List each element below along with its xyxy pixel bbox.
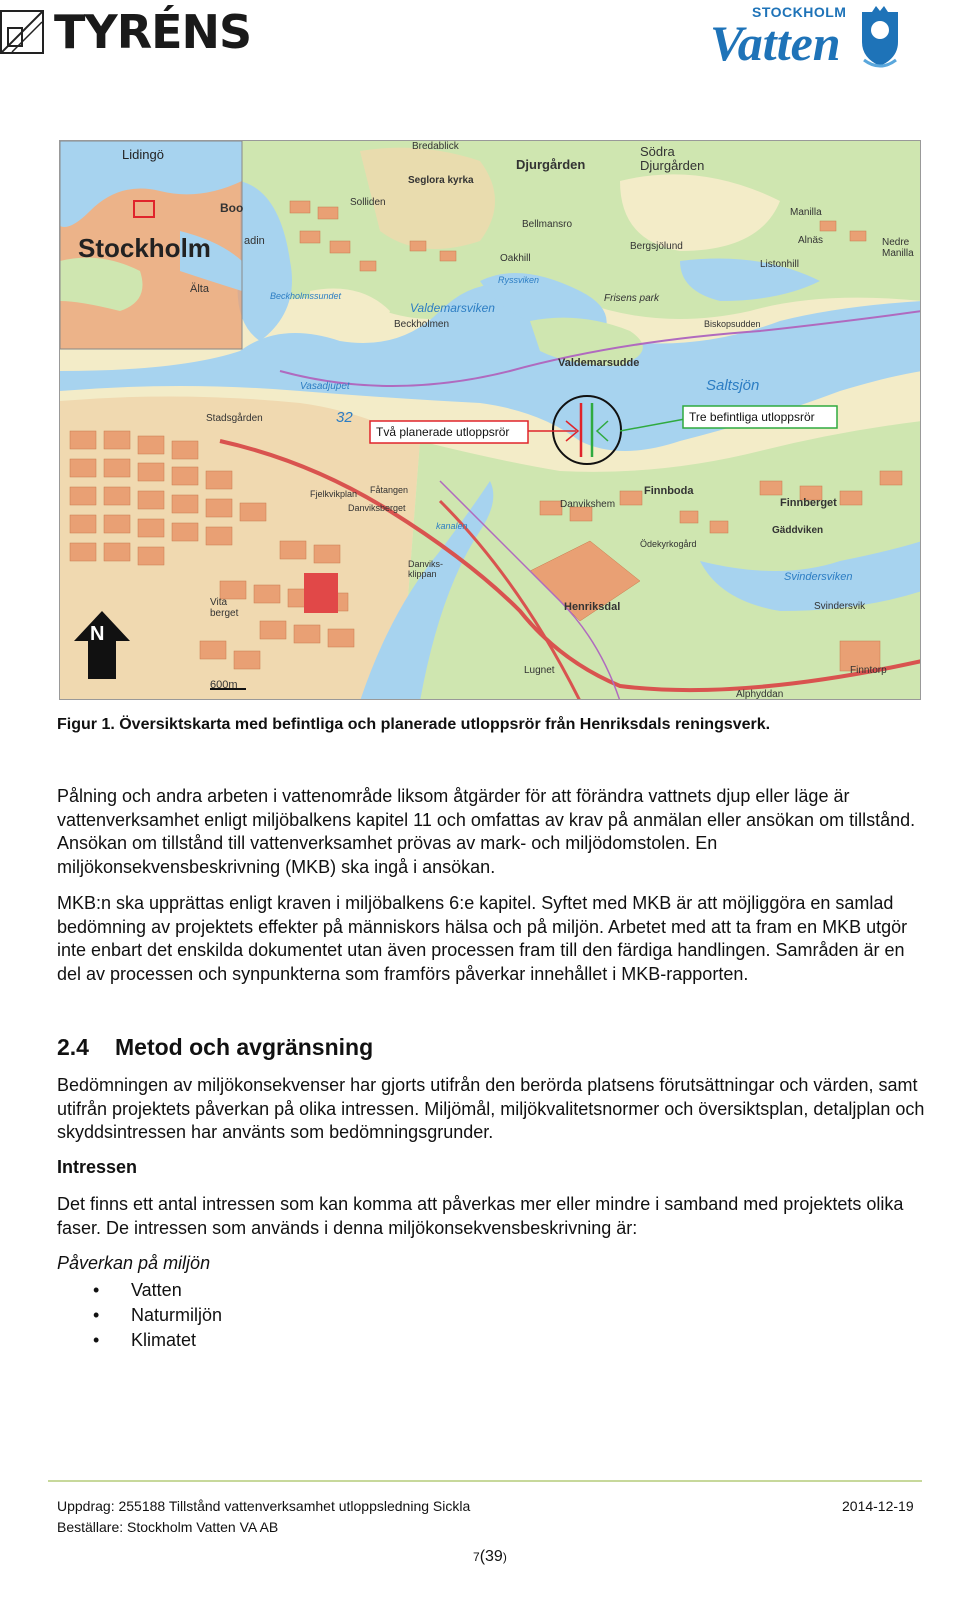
map-label-nedre-manilla: Nedre Manilla xyxy=(882,237,914,259)
footer-client: Beställare: Stockholm Vatten VA AB xyxy=(57,1519,279,1535)
logo-vatten-text: Vatten xyxy=(710,15,841,71)
section-heading xyxy=(57,1034,373,1061)
map-label-danvikshem: Danvikshem xyxy=(560,499,616,510)
map-label-alphyddan: Alphyddan xyxy=(736,689,784,700)
map-label-alnas: Alnäs xyxy=(798,235,824,246)
map-label-manilla: Manilla xyxy=(790,207,822,218)
impact-list xyxy=(57,1278,222,1353)
list-item: • Klimatet xyxy=(57,1328,222,1353)
list-heading: Påverkan på miljön xyxy=(57,1253,211,1273)
map-label-alta: Älta xyxy=(190,283,209,295)
map-label-finntorp: Finntorp xyxy=(850,665,887,676)
map-label-henriksdal: Henriksdal xyxy=(564,601,621,613)
map-label-nacka: adin xyxy=(244,235,265,247)
map-label-bredablick: Bredablick xyxy=(412,141,459,152)
logo-stockholm-text: STOCKHOLM xyxy=(752,4,847,20)
map-label-oakhill: Oakhill xyxy=(500,253,531,264)
list-item: • Vatten xyxy=(57,1278,222,1303)
map-label-lugnet: Lugnet xyxy=(524,665,555,676)
map-label-finnberget: Finnberget xyxy=(780,497,837,509)
overview-map xyxy=(59,140,921,700)
map-label-odekyrkogard: Ödekyrkogård xyxy=(640,539,697,549)
crest-icon xyxy=(860,6,900,72)
figure-caption: Figur 1. Översiktskarta med befintliga och planerade utloppsrör från Henriksdals reningsverk. xyxy=(57,716,771,733)
map-scale-label: 600m xyxy=(210,679,238,691)
map-label-beckholmen: Beckholmen xyxy=(394,319,450,330)
map-label-frisens-park: Frisens park xyxy=(604,293,660,304)
map-label-kanalen: kanalen xyxy=(436,521,468,531)
list-item: • Naturmiljön xyxy=(57,1303,222,1328)
tyrens-logo xyxy=(0,6,251,58)
map-label-stockholm: Stockholm xyxy=(78,233,211,263)
map-label-bergsjolund: Bergsjölund xyxy=(630,241,683,252)
paragraph-2: MKB:n ska upprättas enligt kraven i miljöbalkens 6:e kapitel. Syftet med MKB är att möjliggöra en samlad bedömning av projektets effekter på människors hälsa och på miljön. Arbetet med att ta fram en MKB utgör inte enbart det enskilda dokumentet utan även processen fram till den färdiga handlingen. Samråden är en del av processen och synpunkterna som framförs påverkar innehållet i MKB-rapporten. xyxy=(57,893,908,984)
map-label-lidingo: Lidingö xyxy=(122,147,164,162)
tyrens-logo-mark-icon xyxy=(0,10,44,54)
map-label-djurgarden: Djurgården xyxy=(516,157,586,172)
paragraph-4: Det finns ett antal intressen som kan komma att påverkas mer eller mindre i samband med projektets olika faser. De intressen som används i denna miljökonsekvensbeskrivning är: xyxy=(57,1194,904,1238)
map-label-saltsjon: Saltsjön xyxy=(706,377,760,394)
map-label-vasadjupet: Vasadjupet xyxy=(300,381,350,392)
footer-assignment: Uppdrag: 255188 Tillstånd vattenverksamhet utloppsledning Sickla xyxy=(57,1498,471,1514)
map-label-listonhill: Listonhill xyxy=(760,259,799,270)
callout-planned-outlets: Två planerade utloppsrör xyxy=(372,424,513,440)
paragraph-3: Bedömningen av miljökonsekvenser har gjorts utifrån den berörda platsens förutsättningar och värden, samt utifrån projektets påverkan på olika intressen. Miljömål, miljökvalitetsnormer och översiktsplan, detaljplan och skyddsintressen har använts som bedömningsgrunder. xyxy=(57,1075,925,1142)
north-label: N xyxy=(90,623,105,645)
page-number: 7(39) xyxy=(473,1548,507,1565)
map-label-ryssviken: Ryssviken xyxy=(498,275,540,285)
map-label-valdemarsudde: Valdemarsudde xyxy=(558,357,640,369)
paragraph-1: Pålning och andra arbeten i vattenområde liksom åtgärder för att förändra vattnets djup eller läge är vattenverksamhet enligt miljöbalkens kapitel 11 och omfattas av krav på anmälan eller ansökan om tillstånd. Ansökan om tillstånd till vattenverksamhet prövas av mark- och miljödomstolen. En miljökonsekvensbeskrivning (MKB) ska ingå i ansökan. xyxy=(57,786,916,877)
map-label-svindersviken: Svindersviken xyxy=(784,571,853,583)
map-label-valdemarsviken: Valdemarsviken xyxy=(410,301,495,315)
stockholm-vatten-logo xyxy=(710,4,900,78)
tyrens-wordmark: TYRÉNS xyxy=(54,5,252,59)
map-label-finnboda: Finnboda xyxy=(644,485,694,497)
map-label-solliden: Solliden xyxy=(350,197,386,208)
footer-date: 2014-12-19 xyxy=(842,1498,914,1514)
page-total: 39 xyxy=(485,1548,503,1565)
section-title: Metod och avgränsning xyxy=(115,1034,374,1060)
subheading-intressen: Intressen xyxy=(57,1157,138,1177)
map-label-bellmansro: Bellmansro xyxy=(522,219,573,230)
map-label-danviksberget: Danviksberget xyxy=(348,503,406,513)
map-label-fjelkvikplan: Fjelkvikplan xyxy=(310,489,358,499)
map-label-boo: Boo xyxy=(220,201,244,215)
map-label-32: 32 xyxy=(336,409,353,426)
callout-existing-outlets: Tre befintliga utloppsrör xyxy=(685,409,819,425)
map-label-sodra-djurgarden: Södra Djurgården xyxy=(640,144,705,173)
map-label-gaddviken: Gäddviken xyxy=(772,525,824,536)
map-label-seglora: Seglora kyrka xyxy=(408,175,474,186)
map-label-beckholmsundet: Beckholmssundet xyxy=(270,291,342,301)
map-label-fatangen: Fåtangen xyxy=(370,485,409,495)
map-label-stadsgarden: Stadsgården xyxy=(206,413,263,424)
map-label-vita-berget: Vita berget xyxy=(210,597,239,619)
section-number: 2.4 xyxy=(57,1034,89,1060)
footer-divider xyxy=(48,1480,922,1482)
map-label-biskopsudden: Biskopsudden xyxy=(704,319,761,329)
map-label-danviksklippan: Danviks- klippan xyxy=(408,559,444,579)
map-label-svindersvik: Svindersvik xyxy=(814,601,866,612)
page-current: 7 xyxy=(473,1550,480,1564)
